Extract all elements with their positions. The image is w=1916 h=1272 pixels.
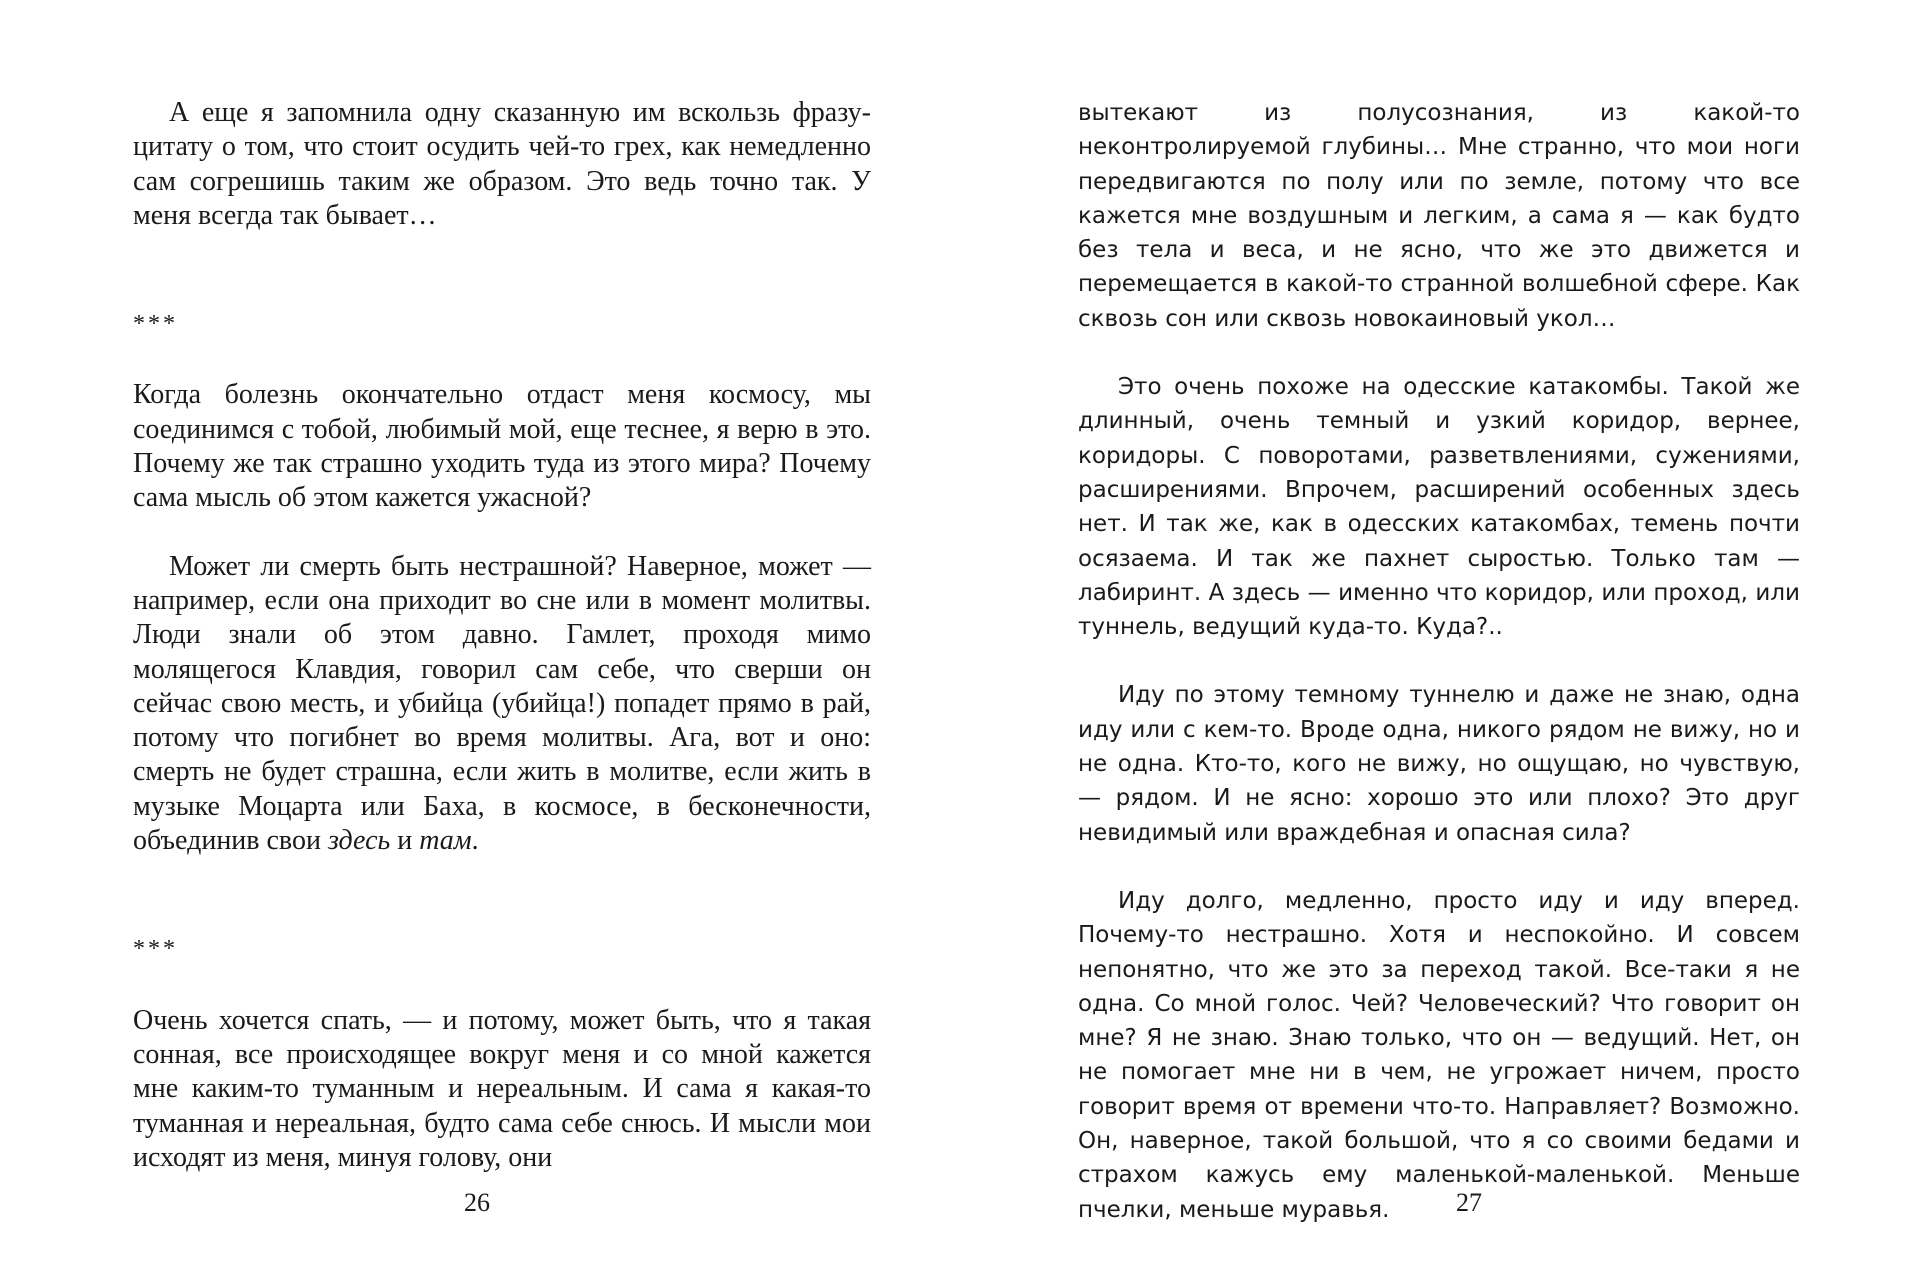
section-separator: *** — [133, 936, 178, 963]
paragraph: А еще я запомнила одну сказанную им вскользь фразу-цитату о том, что стоит осудить чей-то грех, как немедленно сам согрешишь таким же образом. Это ведь точно так. У меня всегда так бывает… — [133, 97, 871, 231]
paragraph: Это очень похоже на одесские катакомбы. Такой же длинный, очень темный и узкий коридор, вернее, коридоры. С поворотами, разветвлениями, сужениями, расширениями. Впрочем, расширений особенных здесь нет. И так же, как в одесских катакомбах, темень почти осязаема. И так же пахнет сыростью. Только там — лабиринт. А здесь — именно что коридор, или проход, или туннель, ведущий куда-то. Куда?.. — [1078, 374, 1800, 641]
paragraph: Иду по этому темному туннелю и даже не знаю, одна иду или с кем-то. Вроде одна, никого рядом не вижу, но и не одна. Кто-то, кого не вижу, но ощущаю, но чувствую, — рядом. И не ясно: хорошо это или плохо? Это друг невидимый или враждебная и опасная сила? — [1078, 682, 1800, 846]
left-page-text — [133, 96, 871, 1175]
paragraph: Когда болезнь окончательно отдаст меня космосу, мы соединимся с тобой, любимый мой, еще теснее, я верю в это. Почему же так страшно уходить туда из этого мира? Почему сама мысль об этом кажется ужасной? — [133, 379, 871, 514]
paragraph: Очень хочется спать, — и потому, может быть, что я такая сонная, все происходящее вокруг меня и со мной кажется мне каким-то туманным и нереальным. И сама я какая-то туманная и нереальная, будто сама себе снюсь. И мысли мои исходят из меня, минуя голову, они — [133, 1004, 871, 1173]
section-separator: *** — [133, 311, 178, 338]
italic-word: там — [419, 825, 472, 857]
italic-word: здесь — [327, 825, 391, 857]
conjunction: и — [397, 825, 413, 857]
period: . — [471, 825, 479, 857]
paragraph: Иду долго, медленно, просто иду и иду вперед. Почему-то нестрашно. Хотя и неспокойно. И совсем непонятно, что же это за переход такой. Все-таки я не одна. Со мной голос. Чей? Человеческий? Что говорит он мне? Я не знаю. Знаю только, что он — ведущий. Нет, он не помогает мне ни в чем, не угрожает ничем, просто говорит время от времени что-то. Направляет? Возможно. Он, наверное, такой большой, что я со своими бедами и страхом кажусь ему маленькой-маленькой. Меньше пчелки, меньше муравья. — [1078, 887, 1800, 1223]
paragraph — [133, 550, 871, 859]
page-number: 26 — [464, 1188, 490, 1217]
page-number: 27 — [1456, 1188, 1482, 1217]
paragraph-text: Может ли смерть быть нестрашной? Наверное, может — например, если она приходит во сне или в момент молитвы. Люди знали об этом давно. Гамлет, проходя мимо молящегося Клавдия, говорил сам себе, что сверши он сейчас свою месть, и убийца (убийца!) попадет прямо в рай, потому что погибнет во время молитвы. Ага, вот и оно: смерть не будет страшна, если жить в молитве, если жить в музыке Моцарта или Баха, в космосе, в бесконечности, объединив свои — [133, 550, 871, 857]
right-page — [958, 0, 1916, 1272]
right-page-text — [1078, 96, 1800, 1227]
paragraph: вытекают из полусознания, из какой-то неконтролируемой глубины… Мне странно, что мои ноги передвигаются по полу или по земле, потому что все кажется мне воздушным и легким, а сама я — как будто без тела и веса, и не ясно, что же это движется и перемещается в какой-то странной волшебной сфере. Как сквозь сон или сквозь новокаиновый укол… — [1078, 100, 1800, 332]
